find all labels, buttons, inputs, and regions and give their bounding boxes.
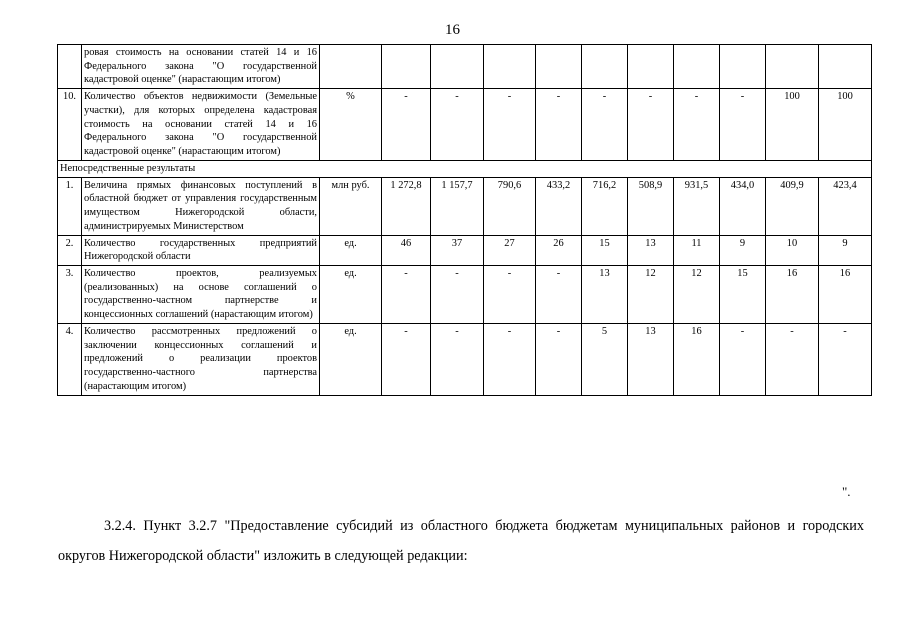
value-cell: 508,9 xyxy=(628,177,674,235)
section-row xyxy=(58,160,872,177)
value-cell: 409,9 xyxy=(766,177,819,235)
value-cell: - xyxy=(382,323,431,395)
table-row xyxy=(58,89,872,161)
table-row xyxy=(58,235,872,265)
value-cell: 100 xyxy=(766,89,819,161)
value-cell: 931,5 xyxy=(674,177,720,235)
value-cell: 9 xyxy=(819,235,872,265)
value-cell xyxy=(484,45,536,89)
row-number: 10. xyxy=(58,89,82,161)
value-cell xyxy=(431,45,484,89)
value-cell: 13 xyxy=(628,323,674,395)
row-number: 4. xyxy=(58,323,82,395)
value-cell: 12 xyxy=(674,266,720,324)
value-cell xyxy=(720,45,766,89)
value-cell xyxy=(536,45,582,89)
value-cell: 16 xyxy=(674,323,720,395)
value-cell: 1 157,7 xyxy=(431,177,484,235)
value-cell: 433,2 xyxy=(536,177,582,235)
value-cell: - xyxy=(720,89,766,161)
row-number: 1. xyxy=(58,177,82,235)
unit-cell: ед. xyxy=(320,323,382,395)
unit-cell: млн руб. xyxy=(320,177,382,235)
value-cell: 5 xyxy=(582,323,628,395)
value-cell: 27 xyxy=(484,235,536,265)
value-cell: - xyxy=(484,323,536,395)
value-cell: 13 xyxy=(582,266,628,324)
value-cell: 10 xyxy=(766,235,819,265)
value-cell: 15 xyxy=(582,235,628,265)
row-number: 3. xyxy=(58,266,82,324)
value-cell: 15 xyxy=(720,266,766,324)
value-cell: - xyxy=(536,323,582,395)
value-cell xyxy=(674,45,720,89)
unit-cell xyxy=(320,45,382,89)
value-cell: - xyxy=(382,89,431,161)
value-cell: 790,6 xyxy=(484,177,536,235)
indicator-description: Количество объектов недвижимости (Земельные участки), для которых определена кадастровая стоимость на основании статей 14 и 16 Федерального закона "О государственной кадастровой оценке" (нарастающим итогом) xyxy=(82,89,320,161)
value-cell: 13 xyxy=(628,235,674,265)
value-cell xyxy=(819,45,872,89)
indicator-description: Величина прямых финансовых поступлений в областной бюджет от управления государственным имуществом Нижегородской области, администрируемых Министерством xyxy=(82,177,320,235)
indicator-description: Количество проектов, реализуемых (реализованных) на основе соглашений о государственно-частном партнерстве и концессионных соглашений (нарастающим итогом) xyxy=(82,266,320,324)
value-cell: - xyxy=(819,323,872,395)
value-cell: 16 xyxy=(819,266,872,324)
value-cell: - xyxy=(536,266,582,324)
value-cell: 11 xyxy=(674,235,720,265)
value-cell: - xyxy=(674,89,720,161)
value-cell: 9 xyxy=(720,235,766,265)
unit-cell: ед. xyxy=(320,235,382,265)
value-cell: 1 272,8 xyxy=(382,177,431,235)
value-cell: - xyxy=(431,323,484,395)
value-cell: 37 xyxy=(431,235,484,265)
value-cell: - xyxy=(431,89,484,161)
value-cell xyxy=(382,45,431,89)
indicator-description: Количество рассмотренных предложений о заключении концессионных соглашений и предложений о реализации проектов государственно-частного партнерства (нарастающим итогом) xyxy=(82,323,320,395)
value-cell: - xyxy=(628,89,674,161)
value-cell: 716,2 xyxy=(582,177,628,235)
body-paragraph: 3.2.4. Пункт 3.2.7 "Предоставление субсидий из областного бюджета бюджетам муниципальных районов и городских округов Нижегородской области" изложить в следующей редакции: xyxy=(58,518,864,564)
indicators-table xyxy=(57,44,872,396)
section-label: Непосредственные результаты xyxy=(58,160,872,177)
value-cell: - xyxy=(431,266,484,324)
value-cell: 26 xyxy=(536,235,582,265)
value-cell: 12 xyxy=(628,266,674,324)
value-cell: - xyxy=(720,323,766,395)
value-cell xyxy=(582,45,628,89)
table-row xyxy=(58,177,872,235)
value-cell: 423,4 xyxy=(819,177,872,235)
indicator-description: ровая стоимость на основании статей 14 и 16 Федерального закона "О государственной кадастровой оценке" (нарастающим итогом) xyxy=(82,45,320,89)
table-row xyxy=(58,323,872,395)
value-cell xyxy=(628,45,674,89)
value-cell: - xyxy=(582,89,628,161)
table-row xyxy=(58,266,872,324)
row-number: 2. xyxy=(58,235,82,265)
value-cell: 16 xyxy=(766,266,819,324)
value-cell: - xyxy=(484,266,536,324)
value-cell: 434,0 xyxy=(720,177,766,235)
table-row xyxy=(58,45,872,89)
row-number xyxy=(58,45,82,89)
value-cell: 100 xyxy=(819,89,872,161)
unit-cell: % xyxy=(320,89,382,161)
value-cell: - xyxy=(382,266,431,324)
value-cell: 46 xyxy=(382,235,431,265)
value-cell: - xyxy=(484,89,536,161)
value-cell: - xyxy=(536,89,582,161)
indicator-description: Количество государственных предприятий Нижегородской области xyxy=(82,235,320,265)
closing-quote-mark: ". xyxy=(842,484,851,499)
page-number: 16 xyxy=(445,22,460,38)
value-cell xyxy=(766,45,819,89)
value-cell: - xyxy=(766,323,819,395)
table-body xyxy=(58,45,872,396)
unit-cell: ед. xyxy=(320,266,382,324)
